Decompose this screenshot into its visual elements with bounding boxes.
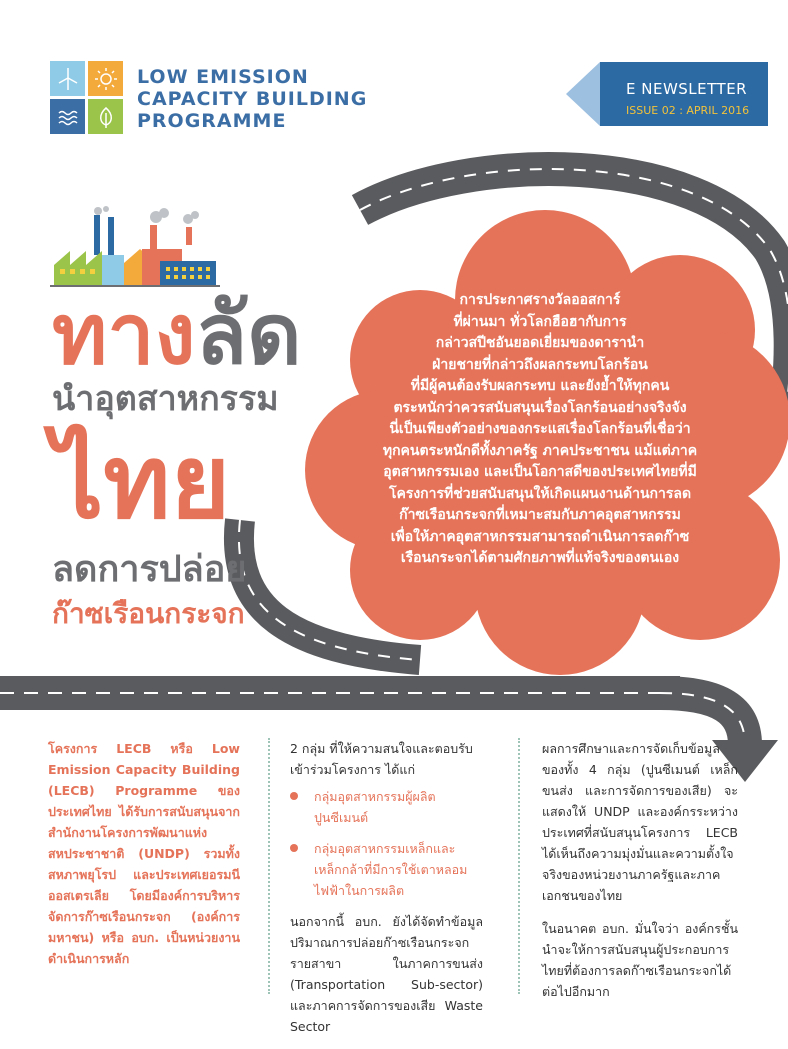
org-name-line-2: CAPACITY BUILDING	[137, 88, 368, 110]
logo-tile-wind	[50, 61, 85, 96]
headline-part-1b: ลัด	[195, 285, 302, 383]
column-1	[48, 738, 240, 981]
cloud-line: ที่มีผู้คนต้องรับผลกระทบ และยังย้ำให้ทุกคน	[410, 378, 670, 394]
logo-tile-sun	[88, 61, 123, 96]
newsletter-title: E NEWSLETTER	[626, 80, 748, 98]
cloud-line: นี่เป็นเพียงตัวอย่างของกระแสเรื่องโลกร้อนที่เชื่อว่า	[389, 421, 691, 437]
col2-bullet-item: กลุ่มอุตสาหกรรมเหล็กและเหล็กกล้าที่มีการใช้เตาหลอมไฟฟ้าในการผลิต	[290, 838, 483, 901]
cloud-line: กล่าวสปีชอันยอดเยี่ยมของดารานำ	[435, 335, 645, 351]
cloud-line: เพื่อให้ภาคอุตสาหกรรมสามารถดำเนินการลดก๊าซ	[390, 528, 690, 545]
column-divider-2	[518, 738, 520, 994]
headline-line-4: ลดการปล่อย	[52, 549, 247, 590]
cloud-line: อุตสาหกรรมเอง และเป็นโอกาสดีของประเทศไทยที่มี	[383, 464, 697, 480]
wind-turbine-icon	[56, 67, 80, 91]
column-3	[542, 738, 738, 1014]
headline-part-1a: ทาง	[52, 285, 196, 383]
logo-tile-leaf	[88, 99, 123, 134]
cloud-line: เรือนกระจกได้ตามศักยภาพที่แท้จริงของตนเอง	[400, 550, 680, 566]
column-2	[290, 738, 483, 1049]
org-name-line-3: PROGRAMME	[137, 110, 287, 132]
factory-illustration	[50, 205, 220, 287]
headline-line-3: ไทย	[52, 423, 231, 542]
col3-paragraph-2: ในอนาคต อบก. มั่นใจว่า องค์กรชั้นนำจะให้การสนับสนุนผู้ประกอบการไทยที่ต้องการลดก๊าซเรือนกระจกได้ต่อไปอีกมาก	[542, 921, 738, 999]
cloud-line: ที่ผ่านมา ทั่วโลกฮือฮากับการ	[453, 313, 627, 330]
cloud-paragraph	[320, 290, 760, 570]
cloud-line: ก๊าซเรือนกระจกที่เหมาะสมกับภาคอุตสาหกรรม	[399, 507, 681, 523]
headline-line-2: นำอุตสาหกรรม	[52, 379, 279, 419]
org-name-line-1: LOW EMISSION	[137, 66, 309, 88]
newsletter-issue: ISSUE 02 : APRIL 2016	[626, 104, 750, 117]
cloud-line: ฝ่ายชายที่กล่าวถึงผลกระทบโลกร้อน	[432, 356, 648, 373]
column-divider-1	[268, 738, 270, 994]
water-waves-icon	[56, 105, 80, 129]
headline-line-5: ก๊าซเรือนกระจก	[52, 597, 245, 630]
newsletter-tab-fold	[566, 62, 600, 126]
col2-bullet-item: กลุ่มอุตสาหกรรมผู้ผลิตปูนซีเมนต์	[290, 786, 483, 828]
cloud-line: ทุกคนตระหนักดีทั้งภาครัฐ ภาคประชาชน แม้แต่ภาค	[382, 442, 698, 459]
leaf-icon	[94, 105, 118, 129]
cloud-line: การประกาศรางวัลออสการ์	[459, 292, 621, 308]
col3-paragraph-1: ผลการศึกษาและการจัดเก็บข้อมูลของทั้ง 4 กลุ่ม (ปูนซีเมนต์ เหล็ก ขนส่ง และการจัดการของเสีย) จะแสดงให้ UNDP และองค์กรระหว่างประเทศที่สนับสนุนโครงการ LECB ได้เห็นถึงความมุ่งมั่นและความตั้งใจจริงของหน่วยงานภาครัฐและภาคเอกชนของไทย	[542, 741, 738, 903]
logo-tile-water	[50, 99, 85, 134]
headline-line-1	[52, 285, 302, 383]
sun-icon	[94, 67, 118, 91]
cloud-line: โครงการที่ช่วยสนับสนุนให้เกิดแผนงานด้านการลด	[388, 485, 692, 502]
col2-intro: 2 กลุ่ม ที่ให้ความสนใจและตอบรับเข้าร่วมโครงการ ได้แก่	[290, 741, 473, 777]
col1-paragraph: โครงการ LECB หรือ Low Emission Capacity Building (LECB) Programme ของประเทศไทย ได้รับการสนับสนุนจากสำนักงานโครงการพัฒนาแห่งสหประชาชาติ (UNDP) รวมทั้งสหภาพยุโรป และประเทศเยอรมนี ออสเตรเลีย โดยมีองค์การบริหารจัดการก๊าซเรือนกระจก (องค์การมหาชน) หรือ อบก. เป็นหน่วยงานดำเนินการหลัก	[48, 741, 240, 966]
col2-paragraph: นอกจากนี้ อบก. ยังได้จัดทำข้อมูลปริมาณการปล่อยก๊าซเรือนกระจกรายสาขา ในภาคการขนส่ง (Transportation Sub-sector) และภาคการจัดการของเสีย Waste Sector	[290, 914, 483, 1034]
cloud-line: ตระหนักว่าควรสนับสนุนเรื่องโลกร้อนอย่างจริงจัง	[393, 399, 687, 416]
